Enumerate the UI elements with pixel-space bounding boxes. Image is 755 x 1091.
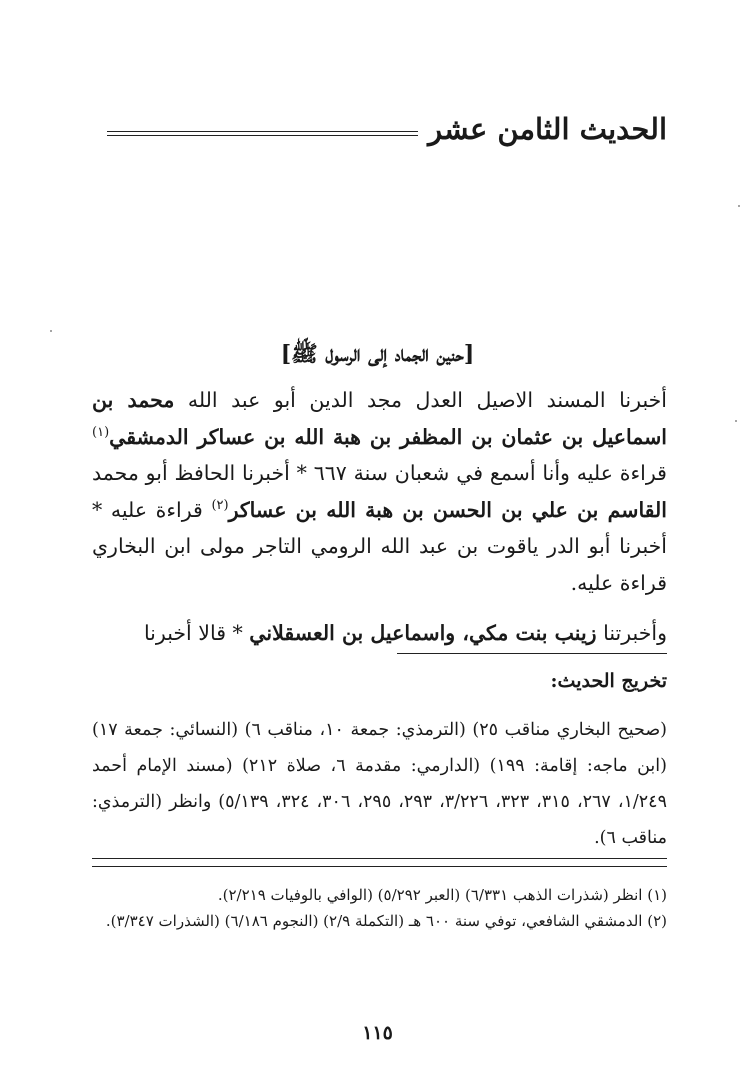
footnote-1: (١) انظر (شذرات الذهب ٦/٣٣١) (العبر ٥/٢٩٢) (الوافي بالوفيات ٢/٢١٩). bbox=[217, 886, 667, 904]
isnad-paragraph-2 bbox=[92, 615, 667, 652]
isnad-text: قراءة عليه * أخبرنا أبو الدر ياقوت بن عبد الله الرومي التاجر مولى ابن البخاري قراءة عليه. bbox=[92, 497, 667, 595]
hadith-text bbox=[92, 382, 667, 652]
narrator-name: زينب بنت مكي، واسماعيل بن العسقلاني bbox=[249, 621, 597, 645]
footnotes bbox=[92, 882, 667, 934]
narrator-name: القاسم بن علي بن الحسن بن هبة الله بن عساكر bbox=[228, 497, 667, 522]
section-divider bbox=[397, 653, 667, 654]
takhrij-paragraph: (صحيح البخاري مناقب ٢٥) (الترمذي: جمعة ١٠، مناقب ٦) (النسائي: جمعة ١٧) (ابن ماجه: إقامة: ١٩٩) (الدارمي: مقدمة ٦، صلاة ٢١٢) (مسند الإمام أحمد ١/٢٤٩، ٢٦٧، ٣١٥، ٣٢٣، ٣/٢٢٦، ٢٩٣، ٢٩٥، ٣٠٦، ٣٢٤، ٥/١٣٩) وانظر (الترمذي: مناقب ٦). bbox=[92, 720, 668, 848]
scan-speck bbox=[50, 330, 52, 332]
section-title: [حنين الجماد إلى الرسول ﷺ] bbox=[280, 341, 475, 367]
page-number: ١١٥ bbox=[362, 1022, 393, 1044]
footnote-divider bbox=[92, 858, 667, 867]
chapter-header bbox=[107, 100, 667, 144]
isnad-text: وأخبرتنا bbox=[596, 621, 667, 645]
footnote-ref: (١) bbox=[92, 424, 110, 440]
chapter-title: الحديث الثامن عشر bbox=[428, 112, 667, 146]
scan-speck bbox=[735, 420, 737, 422]
isnad-text: أخبرنا المسند الاصيل العدل مجد الدين أبو عبد الله bbox=[174, 388, 667, 412]
chapter-rule bbox=[107, 131, 418, 136]
isnad-text: قراءة عليه وأنا أسمع في شعبان سنة ٦٦٧ * أخبرنا الحافظ أبو محمد bbox=[92, 461, 667, 485]
footnote-2: (٢) الدمشقي الشافعي، توفي سنة ٦٠٠ هـ (التكملة ٢/٩) (النجوم ٦/١٨٦) (الشذرات ٣/٣٤٧). bbox=[105, 912, 667, 930]
narrator-name: محمد بن اسماعيل بن عثمان بن المظفر بن هبة الله بن عساكر الدمشقي bbox=[92, 388, 667, 449]
isnad-text: * قالا أخبرنا bbox=[143, 621, 250, 645]
isnad-paragraph-1 bbox=[92, 382, 667, 601]
scan-speck bbox=[738, 205, 740, 207]
footnote-ref: (٢) bbox=[211, 497, 229, 513]
takhrij-heading: تخريج الحديث: bbox=[550, 670, 667, 692]
takhrij-text bbox=[92, 712, 667, 856]
